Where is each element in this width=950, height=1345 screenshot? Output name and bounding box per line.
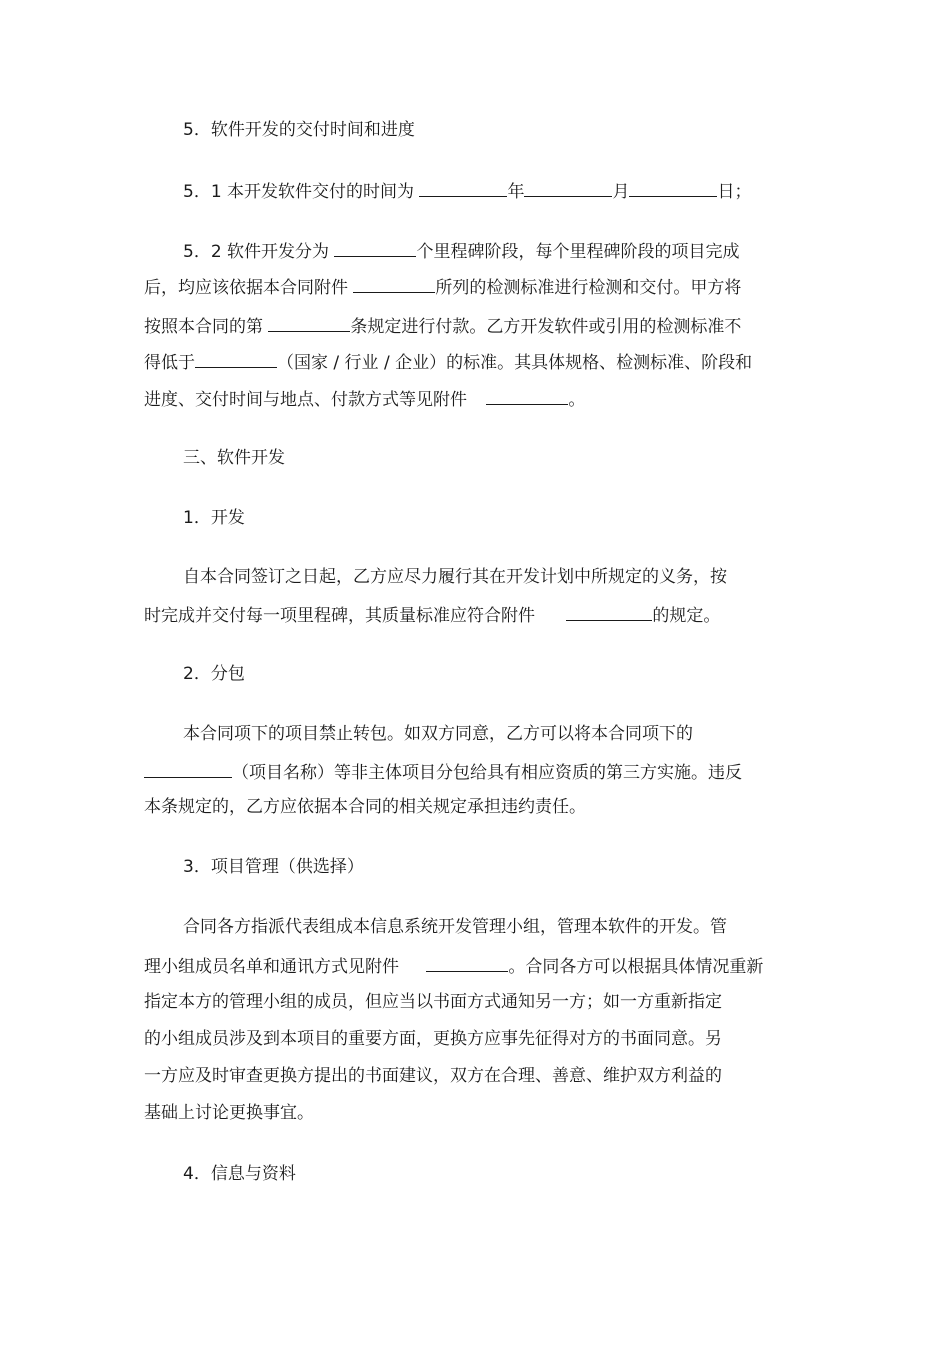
section-5-heading: 5．软件开发的交付时间和进度 <box>183 120 415 140</box>
clause-text: 理小组成员名单和通讯方式见附件 <box>144 957 405 977</box>
development-heading: 1．开发 <box>183 508 245 528</box>
development-para-line-1: 自本合同签订之日起，乙方应尽力履行其在开发计划中所规定的义务，按 <box>183 567 727 587</box>
pm-para-line-1: 合同各方指派代表组成本信息系统开发管理小组，管理本软件的开发。管 <box>183 917 727 937</box>
clause-5-2-line-2 <box>144 276 741 298</box>
chapter-3-heading: 三、软件开发 <box>183 448 285 468</box>
pm-para-line-3: 指定本方的管理小组的成员，但应当以书面方式通知另一方；如一方重新指定 <box>144 992 722 1012</box>
pm-para-line-4: 的小组成员涉及到本项目的重要方面，更换方应事先征得对方的书面同意。另 <box>144 1029 722 1049</box>
clause-text: 进度、交付时间与地点、付款方式等见附件 <box>144 390 473 410</box>
clause-text: 月 <box>612 182 630 202</box>
subcontract-para-line-3: 本条规定的，乙方应依据本合同的相关规定承担违约责任。 <box>144 797 586 817</box>
clause-text: 所列的检测标准进行检测和交付。甲方将 <box>435 278 742 298</box>
clause-5-2-line-4 <box>144 351 752 373</box>
blank-line <box>486 388 568 405</box>
clause-text: 条规定进行付款。乙方开发软件或引用的检测标准不 <box>350 317 742 337</box>
development-para-line-2 <box>144 604 720 626</box>
clause-text: 。合同各方可以根据具体情况重新 <box>508 957 764 977</box>
clause-text: 个里程碑阶段，每个里程碑阶段的项目完成 <box>416 242 740 262</box>
blank-line <box>419 180 507 197</box>
clause-text: （国家 / 行业 / 企业）的标准。其具体规格、检测标准、阶段和 <box>277 353 753 373</box>
clause-text: 得低于 <box>144 353 195 373</box>
info-heading: 4．信息与资料 <box>183 1164 296 1184</box>
blank-line <box>268 315 350 332</box>
blank-line <box>524 180 612 197</box>
pm-para-line-5: 一方应及时审查更换方提出的书面建议，双方在合理、善意、维护双方利益的 <box>144 1066 722 1086</box>
pm-para-line-2 <box>144 955 763 977</box>
project-management-heading: 3．项目管理（供选择） <box>183 857 364 877</box>
clause-text: 日； <box>717 182 752 202</box>
blank-line <box>629 180 717 197</box>
clause-text: 时完成并交付每一项里程碑，其质量标准应符合附件 <box>144 606 541 626</box>
pm-para-line-6: 基础上讨论更换事宜。 <box>144 1103 314 1123</box>
clause-text: 按照本合同的第 <box>144 317 269 337</box>
clause-text: （项目名称）等非主体项目分包给具有相应资质的第三方实施。违反 <box>232 763 742 783</box>
clause-text: 后，均应该依据本合同附件 <box>144 278 354 298</box>
clause-5-2-line-1 <box>183 240 739 262</box>
blank-line <box>195 351 277 368</box>
subcontract-para-line-1: 本合同项下的项目禁止转包。如双方同意，乙方可以将本合同项下的 <box>183 724 693 744</box>
clause-5-2-line-3 <box>144 315 741 337</box>
clause-text: 。 <box>568 390 586 410</box>
clause-text: 5．2 软件开发分为 <box>183 242 335 262</box>
subcontract-heading: 2．分包 <box>183 664 245 684</box>
blank-line <box>426 955 508 972</box>
clause-5-2-line-5 <box>144 388 585 410</box>
clause-text: 5．1 本开发软件交付的时间为 <box>183 182 420 202</box>
blank-line <box>353 276 435 293</box>
clause-text: 的规定。 <box>652 606 721 626</box>
blank-line <box>334 240 416 257</box>
blank-line <box>144 761 232 778</box>
clause-text: 年 <box>507 182 525 202</box>
subcontract-para-line-2 <box>144 761 742 783</box>
blank-line <box>566 604 652 621</box>
clause-5-1 <box>183 180 751 202</box>
